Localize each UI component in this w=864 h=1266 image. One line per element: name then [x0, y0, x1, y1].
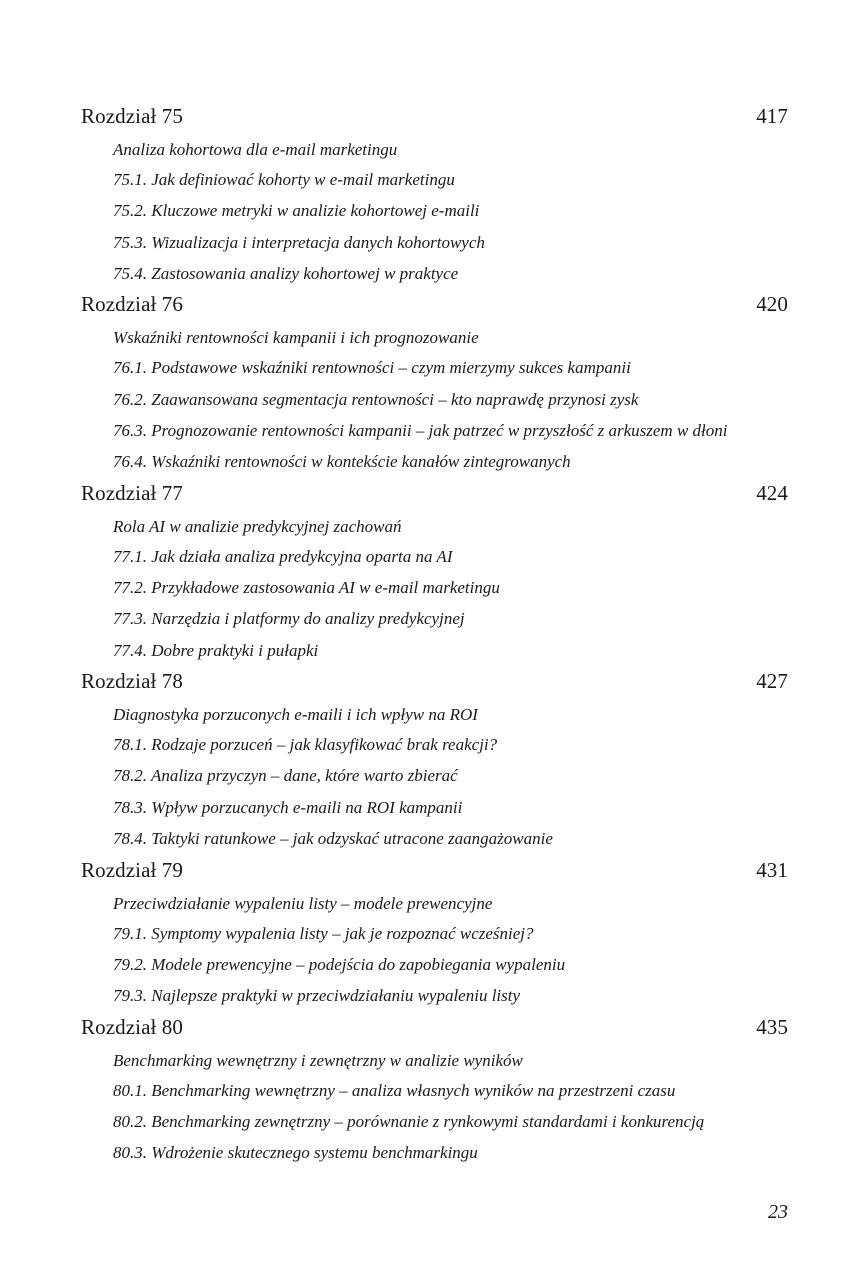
chapter-page-number: 435 — [756, 1014, 788, 1039]
chapter-page-number: 420 — [756, 292, 788, 317]
chapter-subtitle: Wskaźniki rentowności kampanii i ich prognozowanie — [113, 328, 479, 348]
chapter-heading — [81, 478, 788, 508]
section-entry: 75.4. Zastosowania analizy kohortowej w praktyce — [113, 264, 459, 284]
section-entry: 78.3. Wpływ porzucanych e-maili na ROI kampanii — [113, 797, 463, 817]
section-entry: 75.2. Kluczowe metryki w analizie kohortowej e-maili — [113, 201, 480, 221]
chapter-title: Rozdział 79 — [81, 857, 183, 882]
section-entry: 76.4. Wskaźniki rentowności w kontekście kanałów zintegrowanych — [113, 452, 571, 472]
section-entry: 77.1. Jak działa analiza predykcyjna oparta na AI — [113, 546, 453, 566]
chapter-title: Rozdział 76 — [81, 292, 183, 317]
chapter-heading — [81, 855, 788, 885]
section-entry: 80.3. Wdrożenie skutecznego systemu benchmarkingu — [113, 1143, 478, 1163]
chapter-title: Rozdział 80 — [81, 1014, 183, 1039]
chapter-page-number: 424 — [756, 480, 788, 505]
section-entry: 78.2. Analiza przyczyn – dane, które warto zbierać — [113, 766, 458, 786]
section-entry: 79.3. Najlepsze praktyki w przeciwdziałaniu wypaleniu listy — [113, 986, 521, 1006]
toc-chapter — [81, 101, 788, 289]
section-entry: 77.2. Przykładowe zastosowania AI w e-mail marketingu — [113, 578, 500, 598]
table-of-contents — [81, 101, 788, 1169]
chapter-heading — [81, 101, 788, 131]
chapter-subtitle: Benchmarking wewnętrzny i zewnętrzny w analizie wyników — [113, 1050, 523, 1070]
chapter-title: Rozdział 78 — [81, 669, 183, 694]
section-entry: 80.2. Benchmarking zewnętrzny – porównanie z rynkowymi standardami i konkurencją — [113, 1111, 705, 1131]
section-entry: 77.4. Dobre praktyki i pułapki — [113, 640, 319, 660]
chapter-subtitle: Rola AI w analizie predykcyjnej zachowań — [113, 516, 402, 536]
toc-chapter — [81, 289, 788, 477]
chapter-heading — [81, 289, 788, 319]
chapter-title: Rozdział 75 — [81, 104, 183, 128]
section-entry: 80.1. Benchmarking wewnętrzny – analiza własnych wyników na przestrzeni czasu — [113, 1080, 676, 1100]
chapter-subtitle: Analiza kohortowa dla e-mail marketingu — [113, 140, 398, 159]
chapter-page-number: 431 — [756, 857, 788, 882]
chapter-page-number: 427 — [756, 669, 788, 694]
toc-chapter — [81, 666, 788, 854]
page-number: 23 — [768, 1201, 788, 1223]
chapter-heading — [81, 1012, 788, 1042]
chapter-title: Rozdział 77 — [81, 480, 183, 505]
section-entry: 76.1. Podstawowe wskaźniki rentowności – czym mierzymy sukces kampanii — [113, 358, 631, 378]
chapter-subtitle: Diagnostyka porzuconych e-maili i ich wpływ na ROI — [113, 705, 478, 725]
section-entry: 77.3. Narzędzia i platformy do analizy predykcyjnej — [113, 609, 465, 629]
section-entry: 79.1. Symptomy wypalenia listy – jak je rozpoznać wcześniej? — [113, 923, 534, 943]
toc-chapter — [81, 478, 788, 666]
section-entry: 75.1. Jak definiować kohorty w e-mail marketingu — [113, 170, 455, 189]
section-entry: 78.1. Rodzaje porzuceń – jak klasyfikować brak reakcji? — [113, 735, 498, 755]
section-entry: 75.3. Wizualizacja i interpretacja danych kohortowych — [113, 232, 485, 252]
toc-chapter — [81, 855, 788, 1012]
chapter-heading — [81, 666, 788, 696]
chapter-subtitle: Przeciwdziałanie wypaleniu listy – modele prewencyjne — [113, 893, 493, 913]
toc-chapter — [81, 1012, 788, 1169]
section-entry: 76.3. Prognozowanie rentowności kampanii – jak patrzeć w przyszłość z arkuszem w dłoni — [113, 421, 728, 441]
chapter-page-number: 417 — [756, 104, 788, 128]
section-entry: 79.2. Modele prewencyjne – podejścia do zapobiegania wypaleniu — [113, 954, 566, 974]
section-entry: 76.2. Zaawansowana segmentacja rentowności – kto naprawdę przynosi zysk — [113, 389, 639, 409]
section-entry: 78.4. Taktyki ratunkowe – jak odzyskać utracone zaangażowanie — [113, 829, 553, 849]
